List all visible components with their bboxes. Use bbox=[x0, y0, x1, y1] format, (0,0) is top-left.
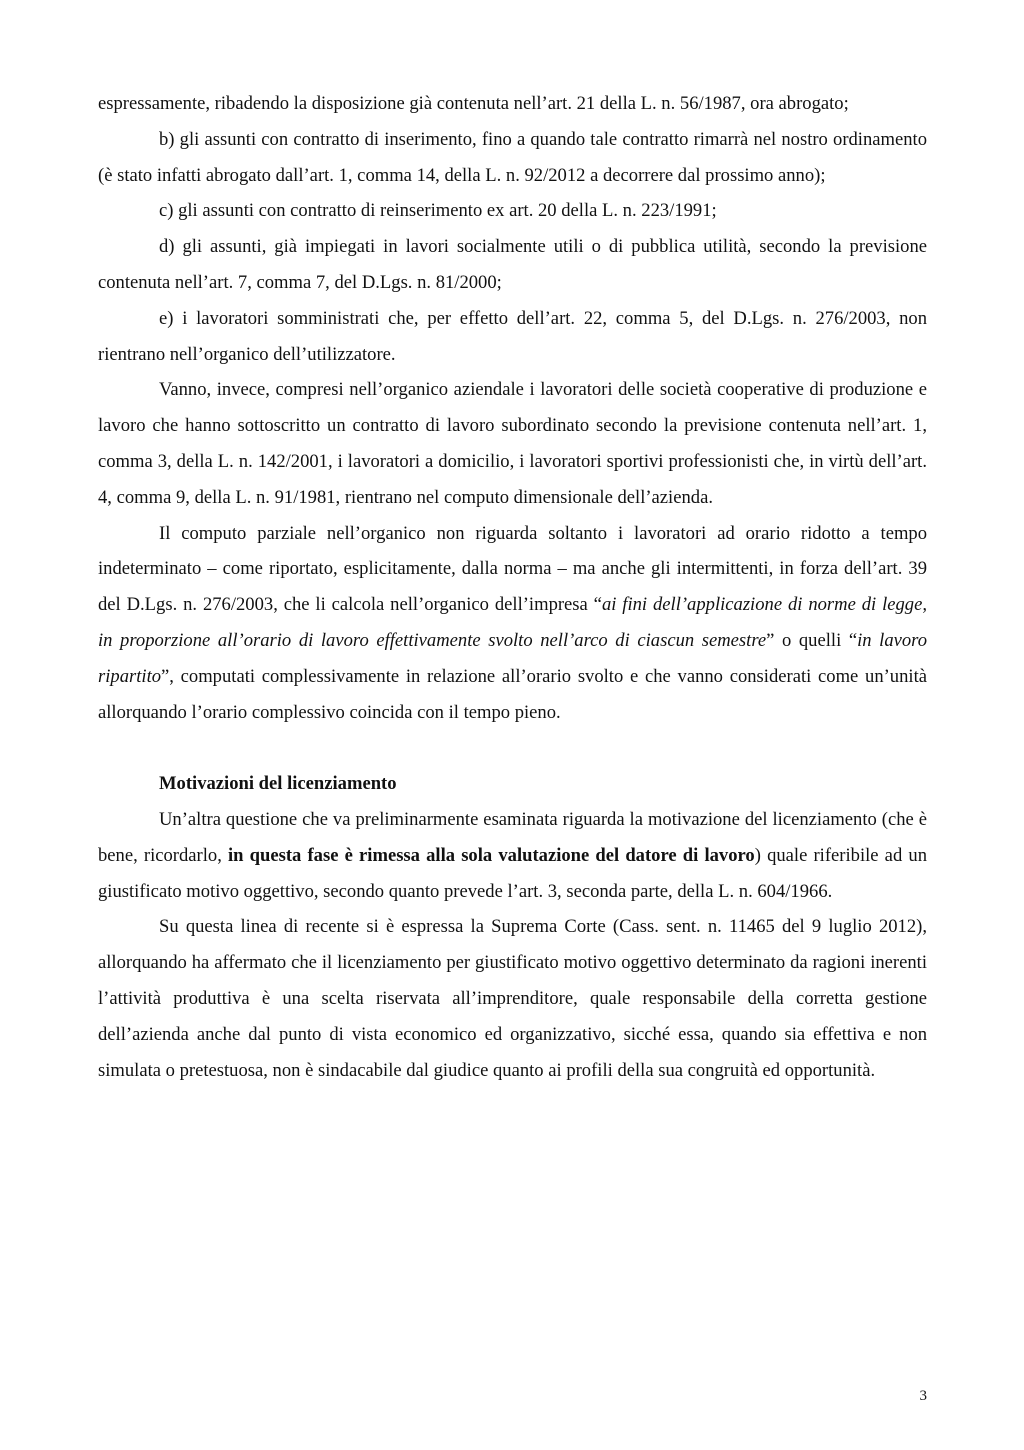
section-heading: Motivazioni del licenziamento bbox=[159, 773, 397, 795]
list-item-e: e) i lavoratori somministrati che, per effetto dell’art. 22, comma 5, del D.Lgs. n. 276/2003, non rientrano nell’organico dell’utilizzatore. bbox=[98, 307, 927, 365]
text-run: Un’altra questione che va preliminarmente esaminata riguarda la motivazione del licenziamento (che è bene, ricordarlo, bbox=[98, 808, 927, 866]
text-run: ) quale riferibile ad un giustificato motivo oggettivo, secondo quanto prevede l’art. 3, seconda parte, della L. n. 604/1966. bbox=[98, 844, 927, 902]
page-number: 3 bbox=[919, 1388, 927, 1404]
italic-quote: ai fini dell’applicazione di norme di legge, in proporzione all’orario di lavoro effettivamente svolto nell’arco di ciascun semestre bbox=[98, 594, 927, 651]
text-run: ” o quelli “ bbox=[766, 629, 858, 651]
text-run: ”, computati complessivamente in relazione all’orario svolto e che vanno considerati come un’unità allorquando l’orario complessivo coincida con il tempo pieno. bbox=[98, 665, 927, 723]
list-item-d: d) gli assunti, già impiegati in lavori socialmente utili o di pubblica utilità, secondo la previsione contenuta nell’art. 7, comma 7, del D.Lgs. n. 81/2000; bbox=[98, 236, 927, 293]
paragraph-motivazione bbox=[98, 802, 927, 909]
italic-quote: in lavoro ripartito bbox=[98, 629, 928, 687]
paragraph-continuation: espressamente, ribadendo la disposizione già contenuta nell’art. 21 della L. n. 56/1987, ora abrogato; bbox=[98, 93, 849, 114]
bold-emphasis: in questa fase è rimessa alla sola valutazione del datore di lavoro bbox=[228, 844, 755, 866]
paragraph-organico-aziendale: Vanno, invece, compresi nell’organico aziendale i lavoratori delle società cooperative di produzione e lavoro che hanno sottoscritto un contratto di lavoro subordinato secondo la previsione contenuta nell’art. 1, comma 3, della L. n. 142/2001, i lavoratori a domicilio, i lavoratori sportivi professionisti che, in virtù dell’art. 4, comma 9, della L. n. 91/1981, rientrano nel computo dimensionale dell’azienda. bbox=[98, 379, 927, 508]
paragraph-suprema-corte: Su questa linea di recente si è espressa la Suprema Corte (Cass. sent. n. 11465 del 9 luglio 2012), allorquando ha affermato che il licenziamento per giustificato motivo oggettivo determinato da ragioni inerenti l’attività produttiva è una scelta riservata all’imprenditore, quale responsabile della corretta gestione dell’azienda anche dal punto di vista economico ed organizzativo, sicché essa, quando sia effettiva e non simulata o pretestuosa, non è sindacabile dal giudice quanto ai profili della sua congruità ed opportunità. bbox=[98, 916, 927, 1081]
document-page bbox=[98, 86, 927, 1088]
list-item-b: b) gli assunti con contratto di inserimento, fino a quando tale contratto rimarrà nel nostro ordinamento (è stato infatti abrogato dall’art. 1, comma 14, della L. n. 92/2012 a decorrere dal prossimo anno); bbox=[98, 128, 927, 186]
paragraph-computo-parziale bbox=[98, 516, 927, 731]
list-item-c: c) gli assunti con contratto di reinserimento ex art. 20 della L. n. 223/1991; bbox=[159, 200, 717, 222]
text-run: Il computo parziale nell’organico non riguarda soltanto i lavoratori ad orario ridotto a tempo indeterminato – come riportato, esplicitamente, dalla norma – ma anche gli intermittenti, in forza dell’art. 39 del D.Lgs. n. 276/2003, che li calcola nell’organico dell’impresa “ bbox=[98, 522, 927, 616]
